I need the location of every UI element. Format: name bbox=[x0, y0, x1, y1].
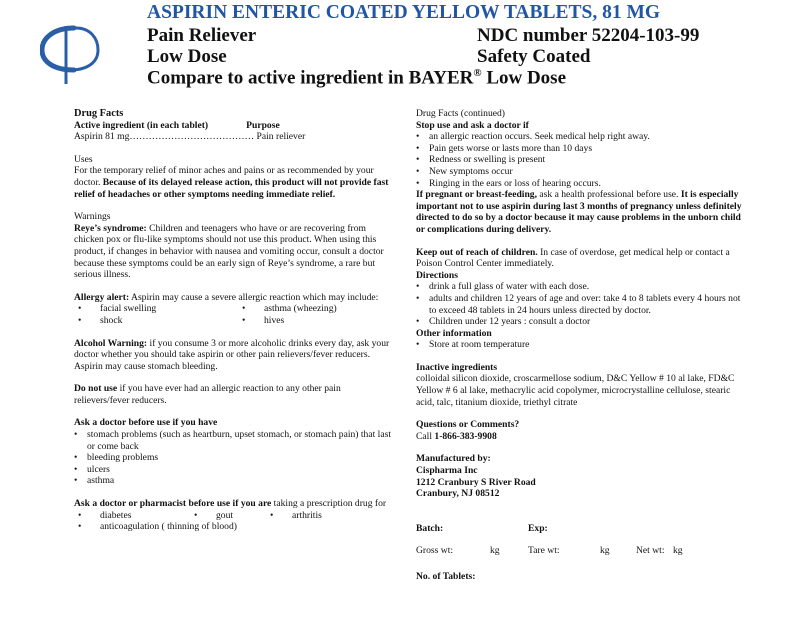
manufacturer-heading: Manufactured by: bbox=[416, 453, 491, 465]
compare-line bbox=[147, 67, 566, 89]
drug-facts-heading: Drug Facts bbox=[74, 108, 124, 119]
list-item: • Redness or swelling is present bbox=[416, 154, 746, 166]
drug-facts-continued: Drug Facts (continued) bbox=[416, 108, 505, 119]
list-item: • gout bbox=[190, 510, 266, 522]
allergy-list bbox=[74, 303, 396, 326]
exp-label: Exp: bbox=[528, 523, 548, 534]
active-ingredient-heading: Active ingredient (in each tablet) bbox=[74, 119, 209, 131]
active-purpose-row bbox=[74, 120, 396, 132]
active-ingredient-line: Aspirin 81 mg………………………………… Pain reliever bbox=[74, 131, 306, 143]
gross-weight-label: Gross wt: bbox=[416, 545, 454, 556]
uses-heading: Uses bbox=[74, 153, 93, 165]
gross-weight-unit: kg bbox=[490, 545, 500, 556]
compare-suffix: Low Dose bbox=[481, 67, 567, 89]
list-item: • adults and children 12 years of age and over: take 4 to 8 tablets every 4 hours not to exceed 48 tablets in 24 hours unless directed by doctor. bbox=[416, 293, 746, 316]
list-item: • facial swelling bbox=[74, 303, 238, 315]
tablets-count-label: No. of Tablets: bbox=[416, 571, 476, 582]
batch-label: Batch: bbox=[416, 523, 444, 534]
list-item: • diabetes bbox=[74, 510, 190, 522]
product-type: Pain Reliever bbox=[147, 25, 257, 46]
registered-mark: ® bbox=[473, 67, 482, 79]
manufacturer-address: 1212 Cranbury S River Road bbox=[416, 476, 536, 488]
list-item: • shock bbox=[74, 315, 238, 327]
ask-pharmacist-list bbox=[74, 510, 396, 522]
questions-heading: Questions or Comments? bbox=[416, 419, 520, 431]
net-weight-unit: kg bbox=[673, 545, 683, 556]
list-item: • Pain gets worse or lasts more than 10 days bbox=[416, 143, 746, 155]
stop-use-heading: Stop use and ask a doctor if bbox=[416, 119, 529, 131]
stop-use-list bbox=[416, 131, 746, 189]
list-item: • Ringing in the ears or loss of hearing occurs. bbox=[416, 178, 746, 190]
list-item: • asthma bbox=[74, 475, 396, 487]
list-item: • hives bbox=[238, 315, 378, 327]
manufacturer-city: Cranbury, NJ 08512 bbox=[416, 488, 500, 500]
directions-list bbox=[416, 281, 746, 327]
call-line: Call 1-866-383-9908 bbox=[416, 430, 497, 442]
purpose-heading: Purpose bbox=[246, 119, 280, 131]
list-item: • Children under 12 years : consult a doctor bbox=[416, 316, 746, 328]
list-item: • asthma (wheezing) bbox=[238, 303, 378, 315]
list-item: • bleeding problems bbox=[74, 452, 396, 464]
ask-doctor-heading: Ask a doctor before use if you have bbox=[74, 417, 218, 429]
phi-logo-icon bbox=[40, 18, 100, 88]
uses-text: For the temporary relief of minor aches and pains or as recommended by your doctor. Because of its delayed release action, this product will not provide fast relief of headaches or other symptoms needing immediate relief. bbox=[74, 165, 389, 200]
directions-heading: Directions bbox=[416, 269, 458, 281]
list-item: • drink a full glass of water with each dose. bbox=[416, 281, 746, 293]
keep-out-of-reach: Keep out of reach of children. In case of overdose, get medical help or contact a Poison Control Center immediately. bbox=[416, 246, 730, 270]
list-item: • Store at room temperature bbox=[416, 339, 746, 351]
ndc-number: NDC number 52204-103-99 bbox=[477, 25, 700, 46]
phone-number: 1-866-383-9908 bbox=[434, 430, 497, 442]
tare-weight-unit: kg bbox=[600, 545, 610, 556]
net-weight-label: Net wt: bbox=[636, 545, 665, 556]
list-item: • anticoagulation ( thinning of blood) bbox=[74, 521, 396, 533]
reyes-warning: Reye’s syndrome: Children and teenagers who have or are recovering from chicken pox or flu-like symptoms should not use this product. When using this product, if changes in behavior with nausea and vomiting occur, consult a doctor because these symptoms could be an early sign of Reye’s syndrome, a rare but serious illness. bbox=[74, 222, 384, 281]
inactive-heading: Inactive ingredients bbox=[416, 361, 498, 373]
right-column bbox=[416, 108, 746, 500]
do-not-use: Do not use if you have ever had an allergic reaction to any other pain relievers/fever reducers. bbox=[74, 383, 341, 406]
inactive-ingredients: colloidal silicon dioxide, croscarmellose sodium, D&C Yellow # 10 al lake, FD&C Yellow # 6 al lake, methacrylic acid copolymer, microcrystalline cellulose, stearic acid, talc, titanium dioxide, triethyl citrate bbox=[416, 373, 735, 408]
tare-weight-label: Tare wt: bbox=[528, 545, 560, 556]
ask-doctor-list bbox=[74, 429, 396, 487]
list-item: • stomach problems (such as heartburn, upset stomach, or stomach pain) that last or come back bbox=[74, 429, 396, 452]
list-item: • arthritis bbox=[266, 510, 322, 522]
manufacturer-name: Cispharma Inc bbox=[416, 465, 478, 477]
ask-pharmacist: Ask a doctor or pharmacist before use if you are taking a prescription drug for bbox=[74, 498, 387, 510]
pregnancy-warning: If pregnant or breast-feeding, ask a health professional before use. It is especially important not to use aspirin during last 3 months of pregnancy unless definitely directed to do so by a doctor because it may cause problems in the unborn child or complications during delivery. bbox=[416, 189, 742, 235]
alcohol-warning: Alcohol Warning: if you consume 3 or more alcoholic drinks every day, ask your doctor whether you should take aspirin or other pain relievers/fever reducers. Aspirin may cause stomach bleeding. bbox=[74, 337, 390, 372]
compare-text: Compare to active ingredient in BAYER bbox=[147, 67, 474, 89]
list-item: • New symptoms occur bbox=[416, 166, 746, 178]
warnings-heading: Warnings bbox=[74, 211, 111, 223]
list-item: • an allergic reaction occurs. Seek medical help right away. bbox=[416, 131, 746, 143]
product-title: ASPIRIN ENTERIC COATED YELLOW TABLETS, 81 MG bbox=[147, 2, 661, 23]
coating-label: Safety Coated bbox=[477, 46, 591, 67]
other-info-heading: Other information bbox=[416, 327, 492, 339]
allergy-alert: Allergy alert: Aspirin may cause a severe allergic reaction which may include: bbox=[74, 291, 379, 303]
dose-label: Low Dose bbox=[147, 46, 227, 67]
other-info-list bbox=[416, 339, 746, 351]
list-item: • ulcers bbox=[74, 464, 396, 476]
left-column bbox=[74, 108, 396, 533]
